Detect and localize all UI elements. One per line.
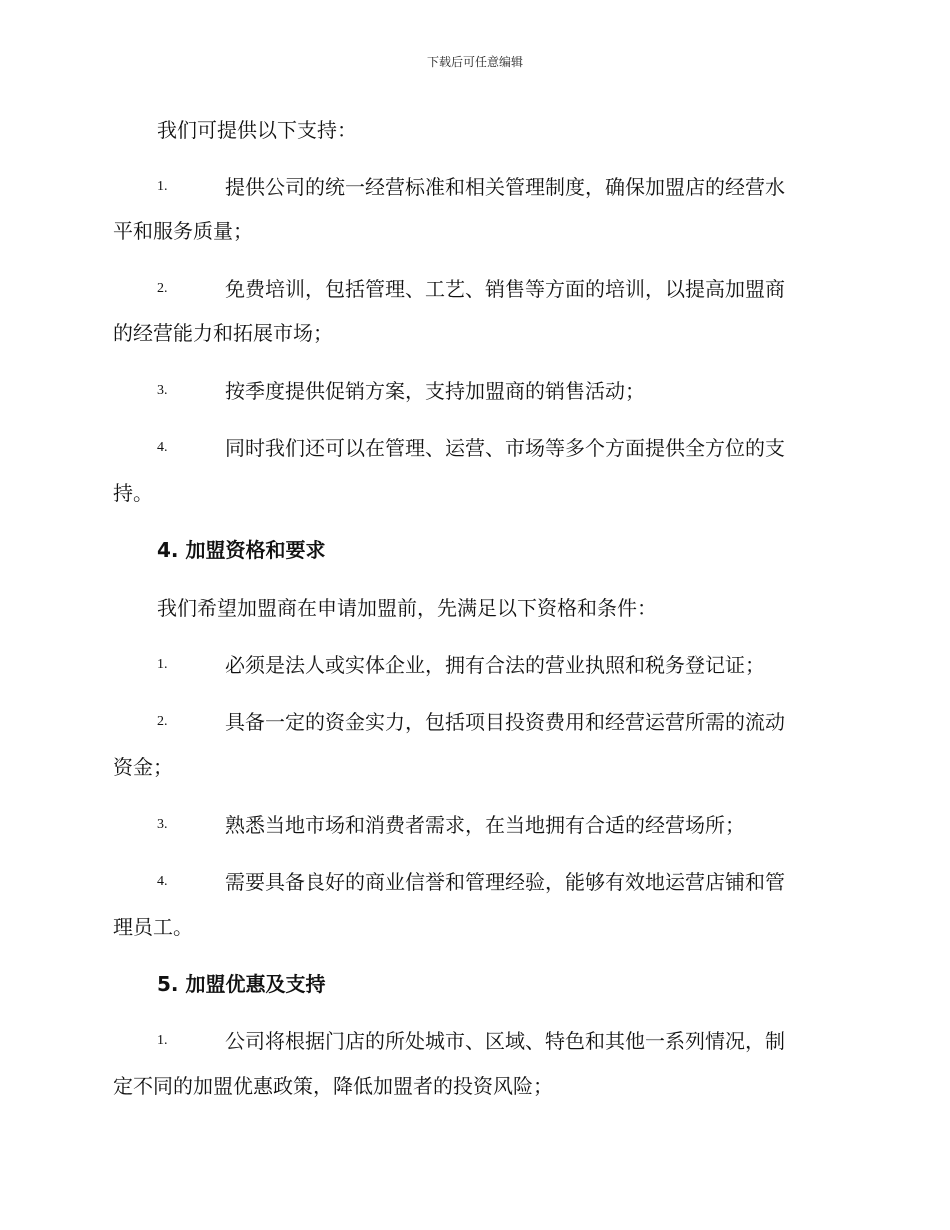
list-number: 2.	[157, 714, 168, 729]
list-number: 4.	[157, 874, 168, 889]
list-item-continuation: 平和服务质量；	[113, 219, 253, 243]
list-item-text: 按季度提供促销方案，支持加盟商的销售活动；	[225, 379, 645, 403]
list-item-continuation: 资金；	[113, 755, 173, 779]
support-intro: 我们可提供以下支持：	[157, 118, 357, 142]
list-number: 4.	[157, 440, 168, 455]
list-item-text: 提供公司的统一经营标准和相关管理制度，确保加盟店的经营水	[225, 175, 785, 199]
list-number: 1.	[157, 179, 168, 194]
list-item-text: 同时我们还可以在管理、运营、市场等多个方面提供全方位的支	[225, 436, 785, 460]
list-item-text: 具备一定的资金实力，包括项目投资费用和经营运营所需的流动	[225, 710, 785, 734]
list-number: 2.	[157, 281, 168, 296]
section-heading-qualifications: 4. 加盟资格和要求	[157, 538, 326, 562]
list-item-continuation: 持。	[113, 481, 153, 505]
list-number: 3.	[157, 817, 168, 832]
list-item-continuation: 理员工。	[113, 915, 193, 939]
list-number: 1.	[157, 657, 168, 672]
list-item-continuation: 的经营能力和拓展市场；	[113, 321, 333, 345]
list-item-text: 必须是法人或实体企业，拥有合法的营业执照和税务登记证；	[225, 653, 765, 677]
section-heading-benefits: 5. 加盟优惠及支持	[157, 972, 326, 996]
qualifications-intro: 我们希望加盟商在申请加盟前，先满足以下资格和条件：	[157, 596, 657, 620]
list-item-text: 熟悉当地市场和消费者需求，在当地拥有合适的经营场所；	[225, 813, 745, 837]
page-header-note: 下载后可任意编辑	[426, 55, 523, 69]
list-number: 3.	[157, 383, 168, 398]
list-item-text: 需要具备良好的商业信誉和管理经验，能够有效地运营店铺和管	[225, 870, 785, 894]
list-item-text: 公司将根据门店的所处城市、区域、特色和其他一系列情况，制	[225, 1029, 785, 1053]
list-item-text: 免费培训，包括管理、工艺、销售等方面的培训，以提高加盟商	[225, 277, 785, 301]
list-item-continuation: 定不同的加盟优惠政策，降低加盟者的投资风险；	[113, 1074, 553, 1098]
list-number: 1.	[157, 1033, 168, 1048]
